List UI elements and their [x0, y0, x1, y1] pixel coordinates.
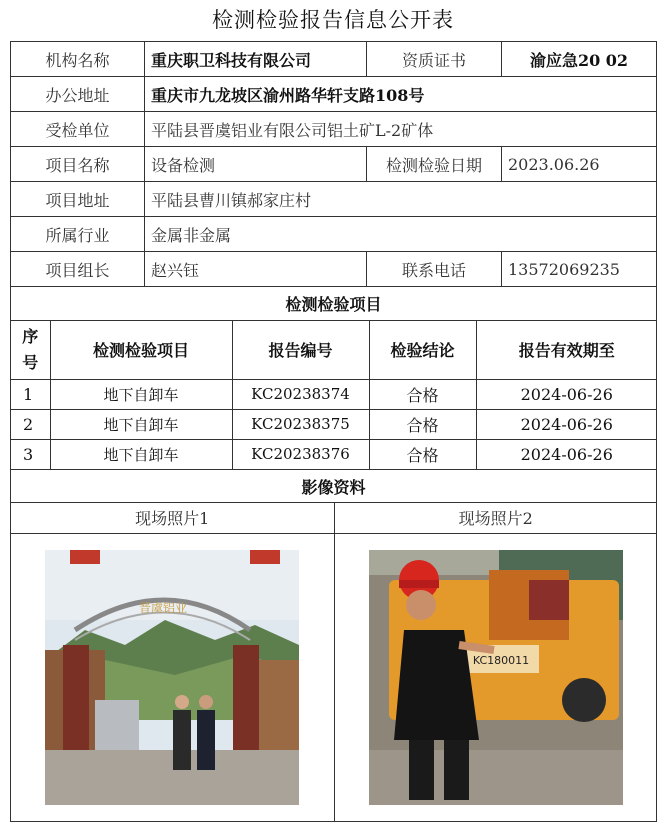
row-item: 地下自卸车 [50, 409, 232, 439]
item-header: 检测检验项目 [50, 321, 232, 379]
project-value: 设备检测 [145, 147, 367, 182]
site-value: 平陆县曹川镇郝家庄村 [145, 182, 657, 217]
items-table [11, 321, 657, 469]
seq-header: 序号 [11, 321, 50, 379]
cert-value: 渝应急20 02 [502, 42, 657, 77]
site-label: 项目地址 [11, 182, 145, 217]
client-label: 受检单位 [11, 112, 145, 147]
photo1-caption: 现场照片1 [11, 503, 334, 533]
date-label: 检测检验日期 [367, 147, 502, 182]
phone-label: 联系电话 [367, 252, 502, 287]
leader-value: 赵兴钰 [145, 252, 367, 287]
row-seq: 2 [11, 409, 50, 439]
addr-label: 办公地址 [11, 77, 145, 112]
site-row [11, 182, 657, 217]
leader-label: 项目组长 [11, 252, 145, 287]
row-seq: 3 [11, 439, 50, 469]
valid-header: 报告有效期至 [476, 321, 657, 379]
row-report: KC20238376 [232, 439, 369, 469]
photo2-caption: 现场照片2 [334, 503, 657, 533]
site-photo-inspection [369, 550, 623, 805]
photos-table [11, 503, 657, 821]
project-label: 项目名称 [11, 147, 145, 182]
items-section-row [11, 287, 657, 321]
site-photo-gate [45, 550, 299, 805]
leader-row [11, 252, 657, 287]
table-row [11, 439, 657, 469]
client-value: 平陆县晋虞铝业有限公司铝土矿L-2矿体 [145, 112, 657, 147]
org-row [11, 42, 657, 77]
row-valid: 2024-06-26 [476, 379, 657, 409]
media-section-row [11, 470, 657, 503]
date-value: 2023.06.26 [502, 147, 657, 182]
items-subtable-row [11, 321, 657, 470]
row-valid: 2024-06-26 [476, 409, 657, 439]
media-section-heading: 影像资料 [11, 470, 657, 503]
photos-row [11, 503, 657, 822]
row-item: 地下自卸车 [50, 439, 232, 469]
project-row [11, 147, 657, 182]
org-value: 重庆职卫科技有限公司 [145, 42, 367, 77]
items-header-row [11, 321, 657, 379]
cert-label: 资质证书 [367, 42, 502, 77]
row-result: 合格 [369, 439, 476, 469]
row-result: 合格 [369, 379, 476, 409]
vehicle-plate-text: KC180011 [472, 653, 529, 667]
items-section-heading: 检测检验项目 [11, 287, 657, 321]
phone-value: 13572069235 [502, 252, 657, 287]
addr-value: 重庆市九龙坡区渝州路华轩支路108号 [145, 77, 657, 112]
table-row [11, 409, 657, 439]
industry-row [11, 217, 657, 252]
row-report: KC20238374 [232, 379, 369, 409]
page-title: 检测检验报告信息公开表 [212, 8, 454, 32]
row-report: KC20238375 [232, 409, 369, 439]
row-result: 合格 [369, 409, 476, 439]
gate-sign-text: 晋虞铝业 [139, 600, 188, 615]
industry-value: 金属非金属 [145, 217, 657, 252]
photo2-cell [334, 533, 657, 821]
row-seq: 1 [11, 379, 50, 409]
photo1-cell [11, 533, 334, 821]
org-label: 机构名称 [11, 42, 145, 77]
report-header: 报告编号 [232, 321, 369, 379]
row-valid: 2024-06-26 [476, 439, 657, 469]
client-row [11, 112, 657, 147]
result-header: 检验结论 [369, 321, 476, 379]
row-item: 地下自卸车 [50, 379, 232, 409]
industry-label: 所属行业 [11, 217, 145, 252]
table-row [11, 379, 657, 409]
info-table [10, 41, 657, 822]
addr-row [11, 77, 657, 112]
